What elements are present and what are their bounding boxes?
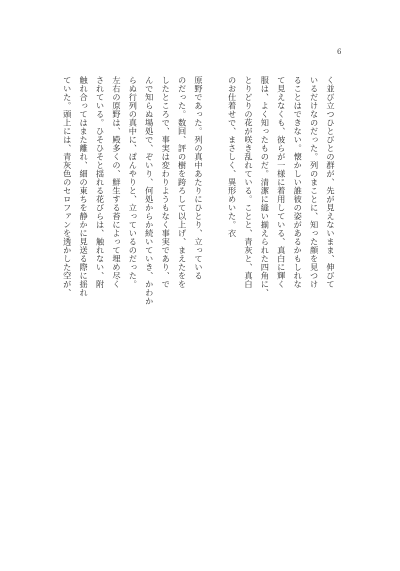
- text-line: とりどりの花が咲き乱れている。ことと、青灰と、真白: [243, 76, 254, 289]
- text-column-block-right: [59, 76, 207, 502]
- text-line: らぬ行列の真中に、ぽんやりと、立っているのだった。: [128, 76, 139, 289]
- text-line: いるだけなのだった。列のまことに、知った顔を見つけ: [309, 76, 320, 289]
- text-line: したところで、事実は変わりようもなく事実であり、で: [161, 76, 172, 289]
- text-line: 原野であった。列の真中あたりにひとり、立っている: [194, 76, 204, 280]
- text-line: て見えなくも、彼らが一様に着用している、真白に輝く: [276, 76, 287, 289]
- text-line: んで知らぬ場処で、ぞいり、何処からか続いていき、かわか: [144, 76, 155, 306]
- text-line: のだった。数回、評の樹を跨ろして以上げ、まえたをを: [177, 76, 188, 289]
- text-line: のお仕着せで、まさしく、異形めいた。衣: [227, 76, 238, 238]
- text-line: く並び立つひとびとの群が、先が見えないまま、伸びて: [326, 76, 336, 289]
- text-line: 服は、よく知ったものだ。清潔に縫い揃えられた四角に、: [260, 76, 271, 297]
- text-line: ることはできない。懐かしい誰彼の姿があるかもしれな: [293, 76, 304, 289]
- text-line: 左右の原野は、殿多くの、鮮生する苔によって埋め尽く: [111, 76, 122, 289]
- page-number: 6: [337, 48, 342, 56]
- text-column-block-left: [224, 76, 339, 502]
- text-line: 触れ合ってはまた離れ、細の東ちを静かに見送る際に揺れ: [79, 76, 90, 297]
- text-line: されている。ひそひそと揺れる花びらは、触れない、附: [95, 76, 106, 289]
- text-line: ていた。頭上には、青灰色のセロファンを透かした空が、: [62, 76, 73, 297]
